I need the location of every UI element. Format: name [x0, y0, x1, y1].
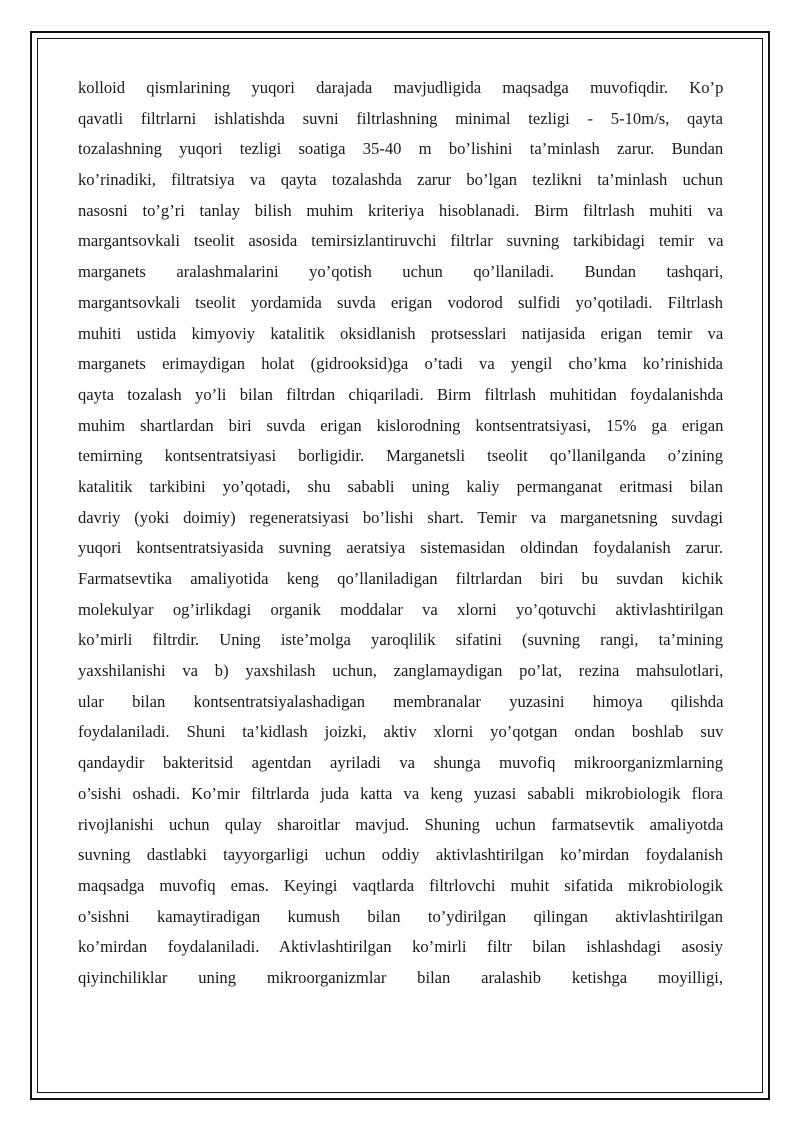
text-line: katalitik tarkibini yo’qotadi, shu sababli uning kaliy permanganat eritmasi bilan — [78, 476, 724, 496]
text-line: Farmatsevtika amaliyotida keng qo’llaniladigan filtrlardan biri bu suvdan kichik — [78, 569, 723, 588]
text-line: margantsovkali tseolit asosida temirsizlantiruvchi filtrlar suvning tarkibidagi temir va — [78, 231, 724, 251]
text-line: qayta tozalash yo’li bilan filtrdan chiqariladi. Birm filtrlash muhitidan foydalanishda — [78, 384, 724, 404]
text-line: qandaydir bakteritsid agentdan ayriladi va shunga muvofiq mikroorganizmlarning — [78, 753, 723, 773]
text-line: ko’rinadiki, filtratsiya va qayta tozalashda zarur bo’lgan tezlikni ta’minlash uchun — [78, 170, 723, 190]
text-line: o’sishni kamaytiradigan kumush bilan to’ydirilgan qilingan aktivlashtirilgan — [78, 906, 724, 926]
text-line: qiyinchiliklar uning mikroorganizmlar bilan aralashib ketishga moyilligi, — [78, 967, 723, 987]
text-line: foydalaniladi. Shuni ta’kidlash joizki, aktiv xlorni yo’qotgan ondan boshlab suv — [78, 722, 724, 742]
text-line: qavatli filtrlarni ishlatishda suvni filtrlashning minimal tezligi - 5-10m/s, qayta — [78, 108, 723, 128]
text-line: molekulyar og’irlikdagi organik moddalar va xlorni yo’qotuvchi aktivlashtirilgan — [78, 599, 724, 619]
document-body — [78, 73, 723, 994]
text-line: maqsadga muvofiq emas. Keyingi vaqtlarda filtrlovchi muhit sifatida mikrobiologik — [78, 875, 724, 895]
text-line: marganets erimaydigan holat (gidrooksid)ga o’tadi va yengil cho’kma ko’rinishida — [78, 354, 723, 374]
text-line: temirning kontsentratsiyasi borligidir. Marganetsli tseolit qo’llanilganda o’zining — [78, 446, 723, 466]
text-line: muhiti ustida kimyoviy katalitik oksidlanish protsesslari natijasida erigan temir va — [78, 323, 724, 343]
text-line: davriy (yoki doimiy) regeneratsiyasi bo’lishi shart. Temir va marganetsning suvdagi — [78, 507, 723, 527]
text-line: yaxshilanishi va b) yaxshilash uchun, zanglamaydigan po’lat, rezina mahsulotlari, — [78, 661, 724, 681]
text-line: marganets aralashmalarini yo’qotish uchun qo’llaniladi. Bundan tashqari, — [78, 262, 724, 282]
text-line: tozalashning yuqori tezligi soatiga 35-40 m bo’lishini ta’minlash zarur. Bundan — [78, 139, 724, 159]
text-line: muhim shartlardan biri suvda erigan kislorodning kontsentratsiyasi, 15% ga erigan — [78, 415, 724, 435]
text-line: margantsovkali tseolit yordamida suvda erigan vodorod sulfidi yo’qotiladi. Filtrlash — [78, 292, 723, 312]
text-line: o’sishi oshadi. Ko’mir filtrlarda juda katta va keng yuzasi sababli mikrobiologik flora — [78, 783, 723, 803]
text-line: yuqori kontsentratsiyasida suvning aeratsiya sistemasidan oldindan foydalanish zarur. — [78, 538, 723, 558]
text-line: ular bilan kontsentratsiyalashadigan membranalar yuzasini himoya qilishda — [78, 691, 724, 711]
text-line: ko’mirli filtrdir. Uning iste’molga yaroqlilik sifatini (suvning rangi, ta’mining — [78, 630, 724, 650]
text-line: rivojlanishi uchun qulay sharoitlar mavjud. Shuning uchun farmatsevtik amaliyotda — [78, 814, 724, 834]
text-line: suvning dastlabki tayyorgarligi uchun oddiy aktivlashtirilgan ko’mirdan foydalanish — [78, 845, 723, 865]
text-line: kolloid qismlarining yuqori darajada mavjudligida maqsadga muvofiqdir. Ko’p — [78, 78, 724, 97]
text-line: nasosni to’g’ri tanlay bilish muhim kriteriya hisoblanadi. Birm filtrlash muhiti va — [78, 200, 723, 220]
text-line: ko’mirdan foydalaniladi. Aktivlashtirilgan ko’mirli filtr bilan ishlashdagi asosiy — [78, 937, 723, 957]
